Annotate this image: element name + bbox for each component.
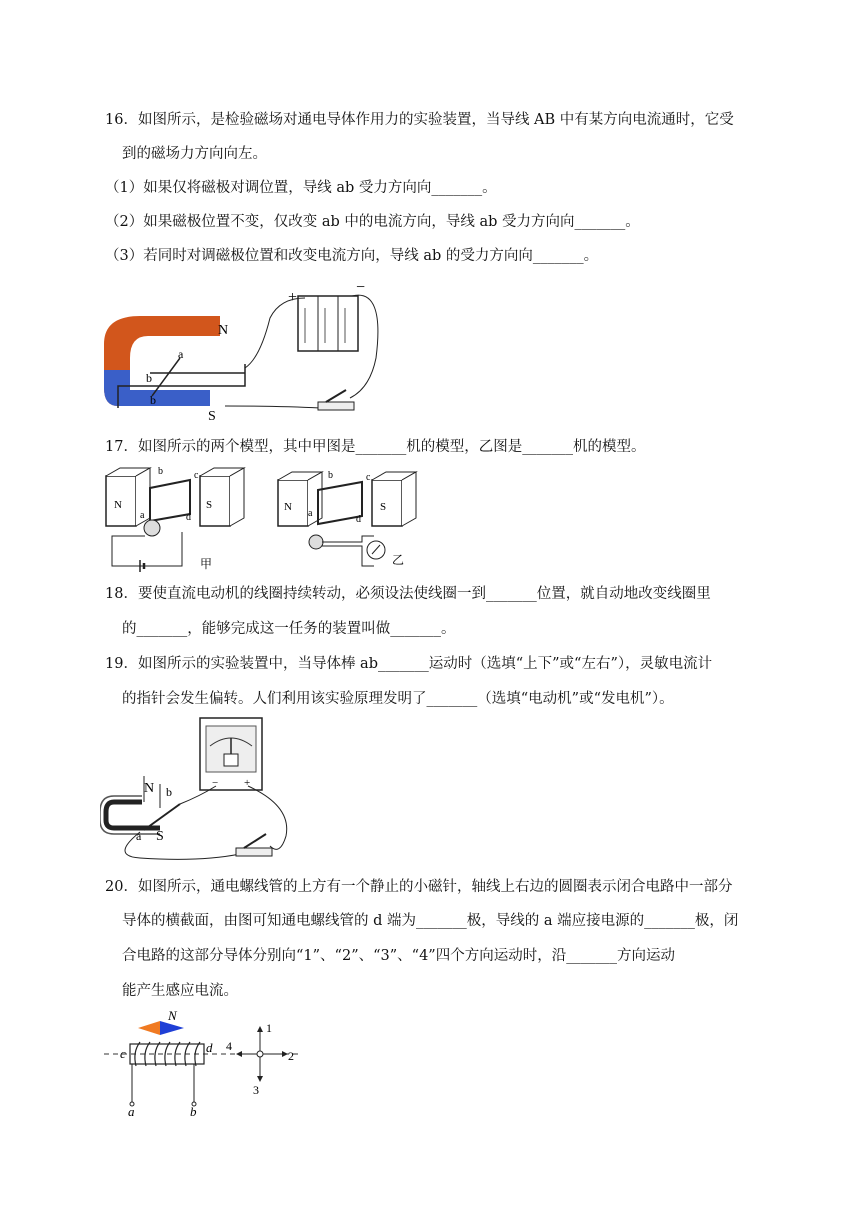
switch-icon [236, 848, 272, 856]
switch-icon [318, 402, 354, 410]
q19-line1: 19．如图所示的实验装置中，当导体棒 ab_______运动时（选填“上下”或“左右”），灵敏电流计 [105, 656, 713, 672]
battery-icon [298, 296, 358, 351]
q20-line3: 合电路的这部分导体分别向“1”、“2”、“3”、“4”四个方向运动时，沿_______方向运动 [122, 948, 675, 964]
magnet-s-label: S [156, 829, 164, 844]
fig17a-label-d: d [186, 512, 191, 523]
q16-line1: 16．如图所示，是检验磁场对通电导体作用力的实验装置，当导线 AB 中有某方向电流通时，它受 [105, 112, 734, 128]
battery-plus-label: + [288, 289, 298, 306]
fig17b-label-d: d [356, 514, 361, 525]
wire-a-label: a [128, 1104, 135, 1116]
conductor-cross-section [257, 1051, 263, 1057]
conductor-rod [144, 804, 180, 830]
direction-2-label: 2 [288, 1049, 294, 1063]
meter-minus-label: − [212, 777, 219, 789]
wire-b-label: b [190, 1104, 197, 1116]
meter-plus-label: + [244, 777, 251, 789]
fig17a-n-label: N [114, 499, 122, 511]
magnetic-needle-icon [138, 1021, 160, 1035]
q17-figure-left [100, 466, 278, 578]
fig17a-label-b: b [158, 466, 163, 477]
q16-figure [100, 278, 390, 420]
direction-1-label: 1 [266, 1021, 272, 1035]
q20-line1: 20．如图所示，通电螺线管的上方有一个静止的小磁针，轴线上右边的圆圈表示闭合电路中一部分 [105, 879, 733, 895]
fig17b-s-label: S [380, 501, 387, 513]
rod-label-b2: b [150, 393, 156, 407]
rod-label-a: a [178, 347, 184, 361]
magnet-n-label: N [144, 781, 155, 796]
fig17a-label-a: a [140, 510, 145, 521]
q18-line2: 的_______，能够完成这一任务的装置叫做_______。 [122, 621, 456, 637]
rod-label-a: a [136, 829, 142, 843]
fig17b-label-b: b [328, 470, 333, 481]
rod-label-b1: b [146, 371, 152, 385]
q19-figure [100, 716, 292, 866]
q17-line1: 17．如图所示的两个模型，其中甲图是_______机的模型，乙图是_______机的模型。 [105, 439, 646, 455]
q17-figure-right [272, 466, 450, 578]
q20-line4: 能产生感应电流。 [122, 983, 238, 999]
q18-line1: 18．要使直流电动机的线圈持续转动，必须设法使线圈一到_______位置，就自动地改变线圈里 [105, 586, 711, 602]
q16-line2: 到的磁场力方向向左。 [122, 146, 267, 162]
direction-4-label: 4 [226, 1039, 232, 1053]
q20-figure [100, 1004, 300, 1116]
q20-line2: 导体的横截面，由图可知通电螺线管的 d 端为_______极，导线的 a 端应接电源的_______极，闭 [122, 913, 739, 929]
fig17a-s-label: S [206, 499, 213, 511]
fig17a-caption: 甲 [200, 557, 213, 571]
q16-sub1: （1）如果仅将磁极对调位置，导线 ab 受力方向向_______。 [105, 180, 497, 196]
fig17b-label-a: a [308, 508, 313, 519]
commutator-icon [144, 520, 160, 536]
magnet-n-label: N [218, 323, 229, 338]
q16-sub2: （2）如果磁极位置不变，仅改变 ab 中的电流方向，导线 ab 受力方向向_______。 [105, 214, 640, 230]
q16-sub3: （3）若同时对调磁极位置和改变电流方向，导线 ab 的受力方向向_______。 [105, 248, 599, 264]
coil-icon [150, 480, 190, 521]
fig17b-label-c: c [366, 472, 371, 483]
fig17b-caption: 乙 [392, 553, 405, 567]
direction-3-label: 3 [253, 1083, 259, 1097]
needle-n-label: N [168, 1008, 177, 1023]
slip-ring-icon [309, 535, 323, 549]
magnet-s-label: S [208, 409, 216, 420]
fig17b-n-label: N [284, 501, 292, 513]
solenoid-c-label: c [120, 1046, 126, 1061]
rod-label-b: b [166, 785, 172, 799]
fig17a-label-c: c [194, 470, 199, 481]
q19-line2: 的指针会发生偏转。人们利用该实验原理发明了_______（选填“电动机”或“发电机”）。 [122, 691, 674, 707]
solenoid-d-label: d [206, 1040, 213, 1055]
battery-minus-label: − [356, 279, 366, 296]
